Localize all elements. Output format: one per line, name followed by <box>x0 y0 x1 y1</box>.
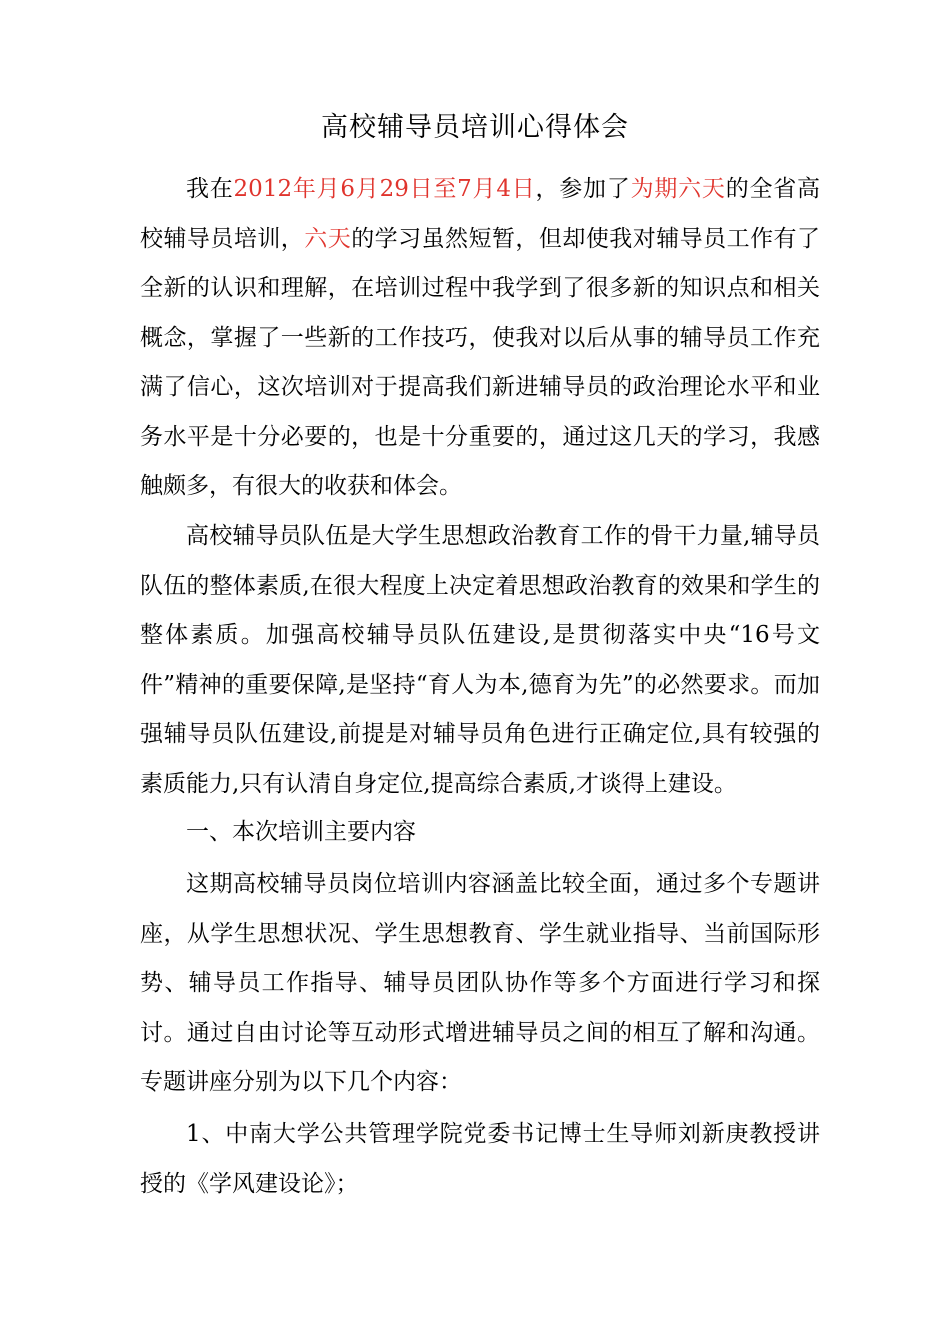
paragraph-intro <box>140 165 820 512</box>
highlight-duration: 为期六天 <box>630 176 726 202</box>
intro-text-3: 的全省高校辅导员培训， <box>140 176 821 252</box>
intro-text-4: 的学习虽然短暂，但却使我对辅导员工作有了全新的认识和理解，在培训过程中我学到了很多新的知识点和相关概念，掌握了一些新的工作技巧，使我对以后从事的辅导员工作充满了信心，这次培训对于提高我们新进辅导员的政治理论水平和业务水平是十分必要的，也是十分重要的，通过这几天的学习，我感触颇多，有很大的收获和体会。 <box>140 225 821 499</box>
list-item-1: 1、中南大学公共管理学院党委书记博士生导师刘新庚教授讲授的《学风建设论》； <box>140 1121 820 1197</box>
paragraph-content: 这期高校辅导员岗位培训内容涵盖比较全面，通过多个专题讲座，从学生思想状况、学生思想教育、学生就业指导、当前国际形势、辅导员工作指导、辅导员团队协作等多个方面进行学习和探讨。通过自由讨论等互动形式增进辅导员之间的相互了解和沟通。专题讲座分别为以下几个内容： <box>140 871 820 1095</box>
intro-text-1: 我在 <box>186 176 234 202</box>
highlight-date: 2012年月6月29日至7月4日 <box>233 176 536 202</box>
intro-text-2: ，参加了 <box>535 176 631 202</box>
paragraph-team: 高校辅导员队伍是大学生思想政治教育工作的骨干力量,辅导员队伍的整体素质,在很大程度上决定着思想政治教育的效果和学生的整体素质。加强高校辅导员队伍建设,是贯彻落实中央“16号文件”精神的重要保障,是坚持“育人为本,德育为先”的必然要求。而加强辅导员队伍建设,前提是对辅导员角色进行正确定位,具有较强的素质能力,只有认清自身定位,提高综合素质,才谈得上建设。 <box>140 523 820 797</box>
document-title: 高校辅导员培训心得体会 <box>321 112 629 143</box>
highlight-days: 六天 <box>304 225 352 252</box>
section-heading-1: 一、本次培训主要内容 <box>186 819 416 845</box>
